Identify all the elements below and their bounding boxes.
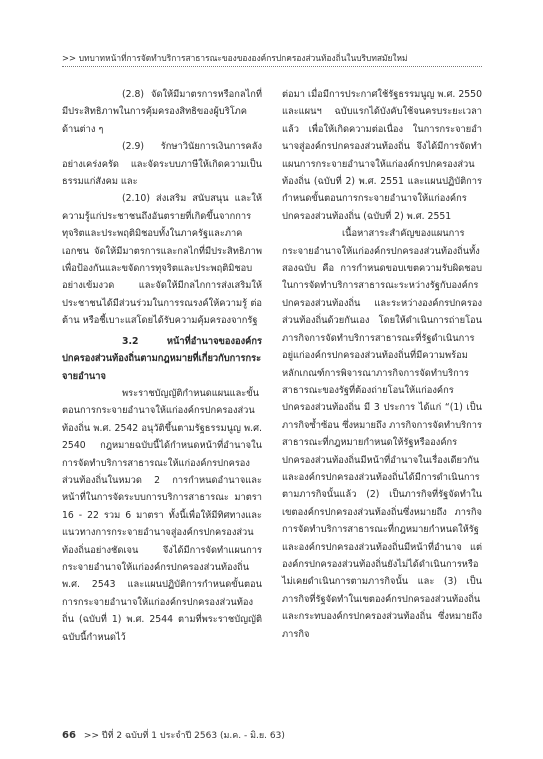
paragraph-2-8: (2.8) จัดให้มีมาตรการหรือกลไกที่มีประสิทธิภาพในการคุ้มครองสิทธิของผู้บริโภคด้านต่าง ๆ [62, 89, 262, 135]
left-column [62, 86, 262, 646]
page-number: 66 [62, 730, 76, 741]
paragraph-2-9: (2.9) รักษาวินัยการเงินการคลังอย่างเคร่งครัด และจัดระบบภาษีให้เกิดความเป็นธรรมแก่สังคม และ [62, 141, 262, 188]
right-column [282, 86, 482, 643]
header-divider [62, 66, 482, 67]
running-header: >> บทบาทหน้าที่การจัดทำบริการสาธารณะของขององค์กรปกครองส่วนท้องถิ่นในบริบทสมัยใหม่ [62, 53, 408, 63]
paragraph-2550-constitution: ต่อมา เมื่อมีการประกาศใช้รัฐธรรมนูญ พ.ศ. 2550 และแผนฯ ฉบับแรกได้บังคับใช้จนครบระยะเวลาแล้ว เพื่อให้เกิดความต่อเนื่อง ในการกระจายอำนาจสู่องค์กรปกครองส่วนท้องถิ่น จึงได้มีการจัดทำแผนการกระจายอำนาจให้แก่องค์กรปกครองส่วนท้องถิ่น (ฉบับที่ 2) พ.ศ. 2551 และแผนปฏิบัติการกำหนดขั้นตอนการกระจายอำนาจให้แก่องค์กรปกครองส่วนท้องถิ่น (ฉบับที่ 2) พ.ศ. 2551 [282, 89, 482, 222]
journal-issue: >> ปีที่ 2 ฉบับที่ 1 ประจำปี 2563 (ม.ค. - มิ.ย. 63) [83, 731, 285, 741]
section-heading-3-2: 3.2 หน้าที่อำนาจขององค์กรปกครองส่วนท้องถิ่นตามกฎหมายที่เกี่ยวกับการกระจายอำนาจ [62, 335, 262, 382]
paragraph-2-10: (2.10) ส่งเสริม สนับสนุน และให้ความรู้แก่ประชาชนถึงอันตรายที่เกิดขึ้นจากการทุจริตและประพฤติมิชอบทั้งในภาครัฐและภาคเอกชน จัดให้มีมาตรการและกลไกที่มีประสิทธิภาพเพื่อป้องกันและขจัดการทุจริตและประพฤติมิชอบอย่างเข้มงวด และจัดให้มีกลไกการส่งเสริมให้ประชาชนได้มีส่วนร่วมในการรณรงค์ให้ความรู้ ต่อต้าน หรือชี้เบาะแสโดยได้รับความคุ้มครองจากรัฐ [62, 193, 262, 327]
paragraph-decentralization-act: พระราชบัญญัติกำหนดแผนและขั้นตอนการกระจายอำนาจให้แก่องค์กรปกครองส่วนท้องถิ่น พ.ศ. 2542 อนุวัติขึ้นตามรัฐธรรมนูญ พ.ศ. 2540 กฎหมายฉบับนี้ได้กำหนดหน้าที่อำนาจในการจัดทำบริการสาธารณะให้แก่องค์กรปกครองส่วนท้องถิ่นในหมวด 2 การกำหนดอำนาจและหน้าที่ในการจัดระบบการบริการสาธารณะ มาตรา 16 - 22 รวม 6 มาตรา ทั้งนี้เพื่อให้มีทิศทางและแนวทางการกระจายอำนาจสู่องค์กรปกครองส่วนท้องถิ่นอย่างชัดเจน จึงได้มีการจัดทำแผนการกระจายอำนาจให้แก่องค์กรปกครองส่วนท้องถิ่น พ.ศ. 2543 และแผนปฏิบัติการกำหนดขั้นตอนการกระจายอำนาจให้แก่องค์กรปกครองส่วนท้องถิ่น (ฉบับที่ 1) พ.ศ. 2544 ตามที่พระราชบัญญัติฉบับนี้กำหนดไว้ [62, 387, 262, 643]
paragraph-plan-essence: เนื้อหาสาระสำคัญของแผนการกระจายอำนาจให้แก่องค์กรปกครองส่วนท้องถิ่นทั้งสองฉบับ คือ การกำหนดขอบเขตความรับผิดชอบในการจัดทำบริการสาธารณะระหว่างรัฐกับองค์กรปกครองส่วนท้องถิ่น และระหว่างองค์กรปกครองส่วนท้องถิ่นด้วยกันเอง โดยให้ดำเนินการถ่ายโอนภารกิจการจัดทำบริการสาธารณะที่รัฐดำเนินการอยู่แก่องค์กรปกครองส่วนท้องถิ่นที่มีความพร้อม หลักเกณฑ์การพิจารณาภารกิจการจัดทำบริการสาธารณะของรัฐที่ต้องถ่ายโอนให้แก่องค์กรปกครองส่วนท้องถิ่น มี 3 ประการ ได้แก่ “(1) เป็นภารกิจซ้ำซ้อน ซึ่งหมายถึง ภารกิจการจัดทำบริการสาธารณะที่กฎหมายกำหนดให้รัฐหรือองค์กรปกครองส่วนท้องถิ่นมีหน้าที่อำนาจในเรื่องเดียวกัน และองค์กรปกครองส่วนท้องถิ่นได้มีการดำเนินการตามภารกิจนั้นแล้ว (2) เป็นภารกิจที่รัฐจัดทำในเขตองค์กรปกครองส่วนท้องถิ่นซึ่งหมายถึง ภารกิจการจัดทำบริการสาธารณะที่กฎหมายกำหนดให้รัฐและองค์กรปกครองส่วนท้องถิ่นมีหน้าที่อำนาจ แต่องค์กรปกครองส่วนท้องถิ่นยังไม่ได้ดำเนินการหรือไม่เคยดำเนินการตามภารกิจนั้น และ (3) เป็นภารกิจที่รัฐจัดทำในเขตองค์กรปกครองส่วนท้องถิ่นและกระทบองค์กรปกครองส่วนท้องถิ่น ซึ่งหมายถึง ภารกิจ [282, 228, 482, 640]
page-footer [62, 728, 482, 742]
